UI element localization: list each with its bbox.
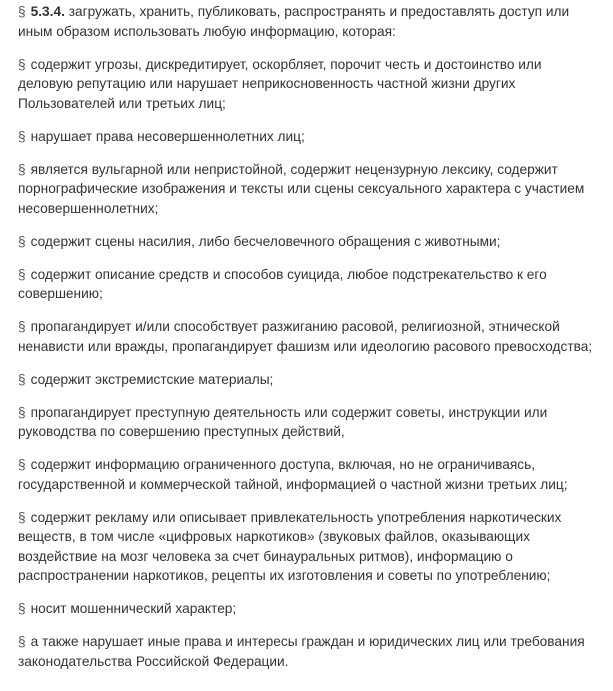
list-item-text: содержит экстремистские материалы; [30,371,274,387]
list-item [18,317,593,356]
list-item-text: содержит информацию ограниченного доступа, включая, но не ограничиваясь, государственной и коммерческой тайной, информацией о частной жизни третьих лиц; [18,457,568,492]
list-item [18,599,593,619]
list-item [18,127,593,147]
list-item [18,370,593,390]
list-item-text: содержит угрозы, дискредитирует, оскорбляет, порочит честь и достоинство или деловую репутацию или нарушает неприкосновенность частной жизни других Пользователей или третьих лиц; [18,56,542,111]
list-item [18,508,593,586]
list-item [18,55,593,114]
list-item-text: носит мошеннический характер; [30,601,237,616]
section-mark: § [18,233,26,249]
section-mark: § [18,634,26,649]
clause-intro [18,2,593,41]
list-item [18,455,593,494]
list-item [18,265,593,304]
list-item-text: является вульгарной или непристойной, содержит нецензурную лексику, содержит порнографические изображения и тексты или сцены сексуального характера с участием несовершеннолетних; [18,161,585,216]
section-mark: § [18,161,26,177]
section-mark: § [18,4,26,19]
list-item [18,232,593,252]
section-mark: § [18,509,26,525]
section-mark: § [18,601,26,616]
section-mark: § [18,457,26,472]
list-item-text: содержит сцены насилия, либо бесчеловечного обращения с животными; [30,233,501,249]
list-item-text: содержит описание средств и способов суицида, любое подстрекательство к его совершению; [18,266,547,301]
list-item [18,403,593,442]
clause-number: 5.3.4. [30,4,65,19]
section-mark: § [18,128,26,144]
section-mark: § [18,404,26,420]
list-item-text: а также нарушает иные права и интересы граждан и юридических лиц или требования законодательства Российской Федерации. [18,634,585,669]
list-item [18,632,593,671]
list-item-text: пропагандирует преступную деятельность или содержит советы, инструкции или руководства по совершению преступных действий, [18,404,548,439]
list-item-text: пропагандирует и/или способствует разжиганию расовой, религиозной, этнической ненависти или вражды, пропагандирует фашизм или идеологию расового превосходства; [18,319,593,354]
section-mark: § [18,371,26,387]
list-item-text: нарушает права несовершеннолетних лиц; [30,128,305,144]
list-item [18,160,593,219]
list-item-text: содержит рекламу или описывает привлекательность употребления наркотических веществ, в том числе «цифровых наркотиков» (звуковых файлов, оказывающих воздействие на мозг человека за счет бинауральных ритмов), информацию о распространении наркотиков, рецепты их изготовления и советы по употреблению; [18,509,562,583]
clause-intro-text: загружать, хранить, публиковать, распространять и предоставлять доступ или иным образом использовать любую информацию, которая: [18,4,570,39]
section-mark: § [18,56,26,72]
section-mark: § [18,319,26,334]
section-mark: § [18,266,26,282]
